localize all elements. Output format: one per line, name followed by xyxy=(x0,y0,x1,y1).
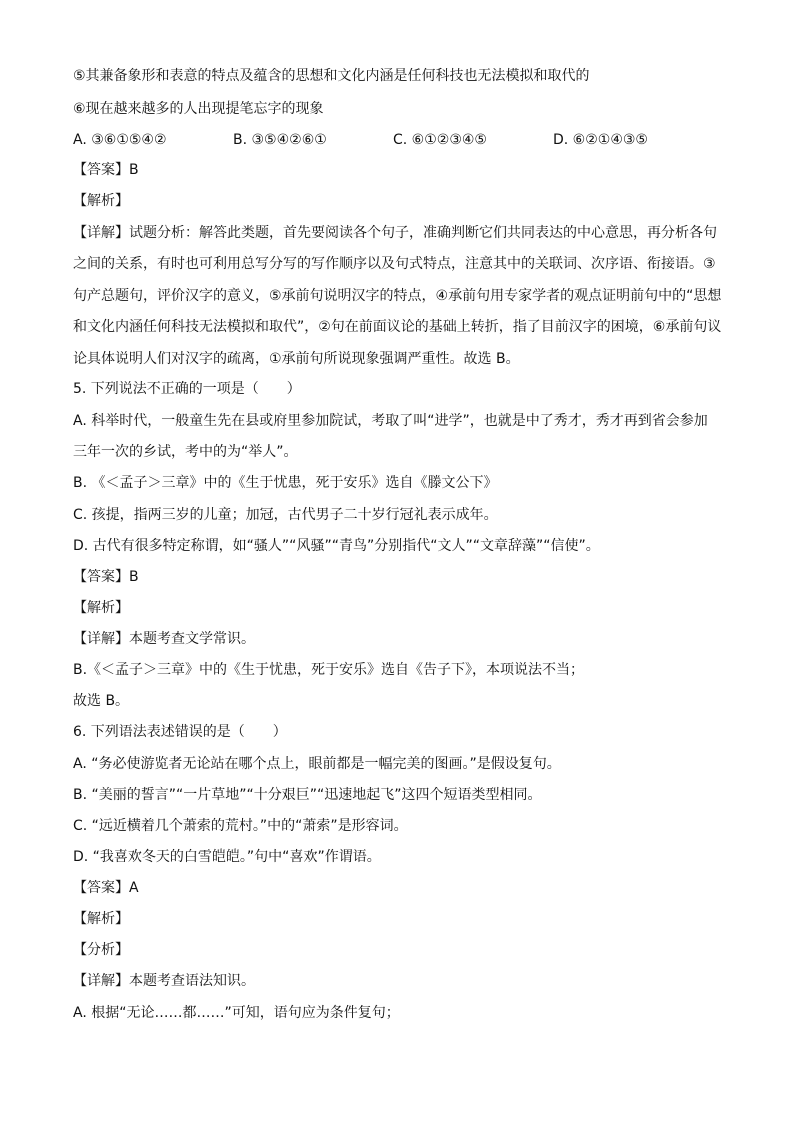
q5-option-b: B. 《＜孟子＞三章》中的《生于忧患，死于安乐》选自《滕文公下》 xyxy=(73,475,498,491)
q4-option-a: A. ③⑥①⑤④② xyxy=(73,132,167,148)
q5-answer: 【答案】B xyxy=(73,569,139,585)
q5-option-c: C. 孩提，指两三岁的儿童；加冠，古代男子二十岁行冠礼表示成年。 xyxy=(73,507,498,523)
q4-option-d: D. ⑥②①④③⑤ xyxy=(553,132,648,148)
q6-fenxi-label: 【分析】 xyxy=(73,942,129,958)
q4-answer: 【答案】B xyxy=(73,162,139,178)
q5-option-a-line-2: 三年一次的乡试，考中的为“举人”。 xyxy=(73,444,298,460)
q5-option-d: D. 古代有很多特定称谓，如“骚人”“风骚”“青鸟”分别指代“文人”“文章辞藻”“信使”。 xyxy=(73,538,600,554)
q4-detail-line-1: 【详解】试题分析：解答此类题，首先要阅读各个句子，准确判断它们共同表达的中心意思，再分析各句 xyxy=(73,225,717,241)
q6-option-a: A. “务必使游览者无论站在哪个点上，眼前都是一幅完美的图画。”是假设复句。 xyxy=(73,756,561,772)
q6-option-c: C. “远近横着几个萧索的荒村。”中的“萧索”是形容词。 xyxy=(73,818,408,834)
q5-option-a-line-1: A. 科举时代，一般童生先在县或府里参加院试，考取了叫“进学”，也就是中了秀才，秀才再到省会参加 xyxy=(73,413,708,429)
q6-detail: 【详解】本题考查语法知识。 xyxy=(73,973,255,989)
q6-analysis-label: 【解析】 xyxy=(73,911,129,927)
q6-explain: A. 根据“无论……都……”可知，语句应为条件复句； xyxy=(73,1005,400,1021)
q6-stem: 6. 下列语法表述错误的是（ ） xyxy=(73,724,287,740)
q4-item-5: ⑤其兼备象形和表意的特点及蕴含的思想和文化内涵是任何科技也无法模拟和取代的 xyxy=(73,68,590,84)
q5-stem: 5. 下列说法不正确的一项是（ ） xyxy=(73,381,301,397)
q4-detail-line-4: 和文化内涵任何科技无法模拟和取代”，②句在前面议论的基础上转折，指了目前汉字的困境，⑥承前句议 xyxy=(73,319,722,335)
q4-item-6: ⑥现在越来越多的人出现提笔忘字的现象 xyxy=(73,101,324,117)
q5-explain: B.《＜孟子＞三章》中的《生于忧患，死于安乐》选自《告子下》，本项说法不当； xyxy=(73,662,585,678)
q4-analysis-label: 【解析】 xyxy=(73,193,129,209)
q4-options xyxy=(73,131,723,149)
q4-option-c: C. ⑥①②③④⑤ xyxy=(393,132,487,148)
q6-option-d: D. “我喜欢冬天的白雪皑皑。”句中“喜欢”作谓语。 xyxy=(73,849,381,865)
q4-detail-line-3: 句产总题句，评价汉字的意义，⑤承前句说明汉字的特点，④承前句用专家学者的观点证明前句中的“思想 xyxy=(73,288,722,304)
q4-option-b: B. ③⑤④②⑥① xyxy=(233,132,327,148)
q6-answer: 【答案】A xyxy=(73,880,139,896)
q4-detail-line-5: 论具体说明人们对汉字的疏离，①承前句所说现象强调严重性。故选 B。 xyxy=(73,351,520,367)
q5-analysis-label: 【解析】 xyxy=(73,600,129,616)
q5-detail: 【详解】本题考查文学常识。 xyxy=(73,631,255,647)
q4-detail-line-2: 之间的关系，有时也可利用总写分写的写作顺序以及句式特点，注意其中的关联词、次序语、衔接语。③ xyxy=(73,256,716,272)
q6-option-b: B. “美丽的誓言”“一片草地”“十分艰巨”“迅速地起飞”这四个短语类型相同。 xyxy=(73,787,542,803)
q5-conclusion: 故选 B。 xyxy=(73,693,130,709)
